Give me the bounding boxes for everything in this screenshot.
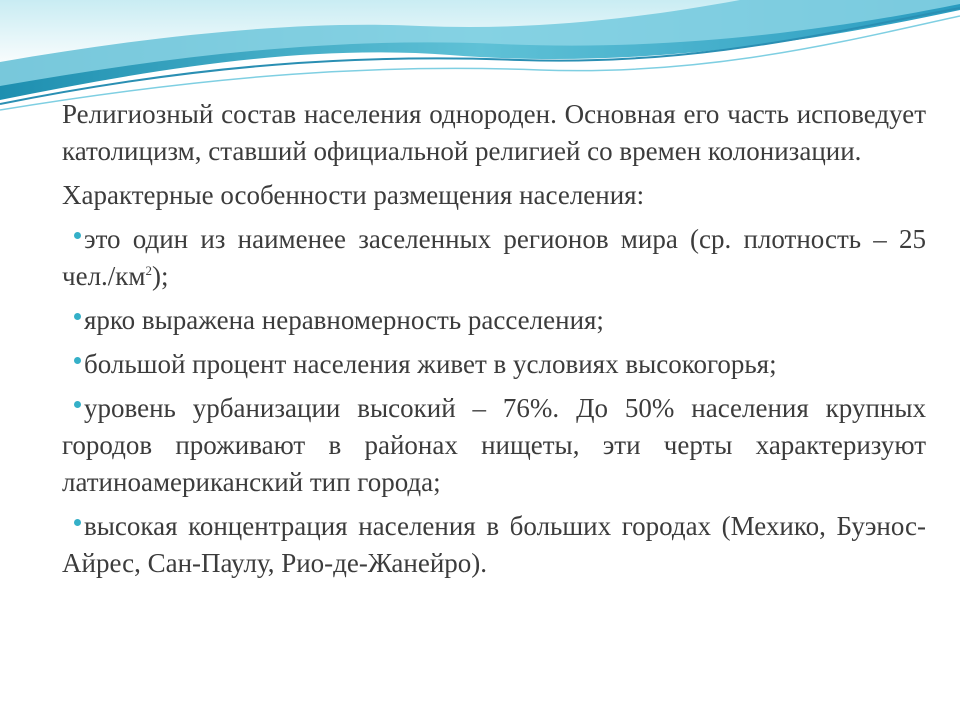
list-item-text-tail: );: [152, 261, 169, 291]
bullet-dot-icon: [74, 519, 81, 526]
list-item: [62, 302, 926, 339]
bullet-dot-icon: [74, 313, 81, 320]
list-item-text: ярко выражена неравномерность расселения;: [84, 305, 604, 335]
list-item-text: большой процент населения живет в условиях высокогорья;: [84, 349, 777, 379]
list-item: [62, 390, 926, 501]
list-item: [62, 508, 926, 582]
bullet-list: [62, 221, 926, 582]
bullet-dot-icon: [74, 232, 81, 239]
slide-content: [62, 96, 926, 589]
list-item-text: это один из наименее заселенных регионов мира (ср. плотность – 25 чел./км: [62, 224, 926, 291]
list-item-text: уровень урбанизации высокий – 76%. До 50% населения крупных городов проживают в районах нищеты, эти черты характеризуют латиноамериканский тип города;: [62, 393, 926, 497]
list-item-text: высокая концентрация населения в больших городах (Мехико, Буэнос-Айрес, Сан-Паулу, Рио-де-Жанейро).: [62, 511, 926, 578]
intro-paragraph: Религиозный состав населения однороден. Основная его часть исповедует католицизм, ставший официальной религией со времен колонизации.: [62, 99, 926, 166]
bullet-dot-icon: [74, 401, 81, 408]
bullet-dot-icon: [74, 357, 81, 364]
subheading: Характерные особенности размещения населения:: [62, 180, 645, 210]
superscript: 2: [145, 263, 152, 278]
list-item: [62, 346, 926, 383]
list-item: [62, 221, 926, 295]
